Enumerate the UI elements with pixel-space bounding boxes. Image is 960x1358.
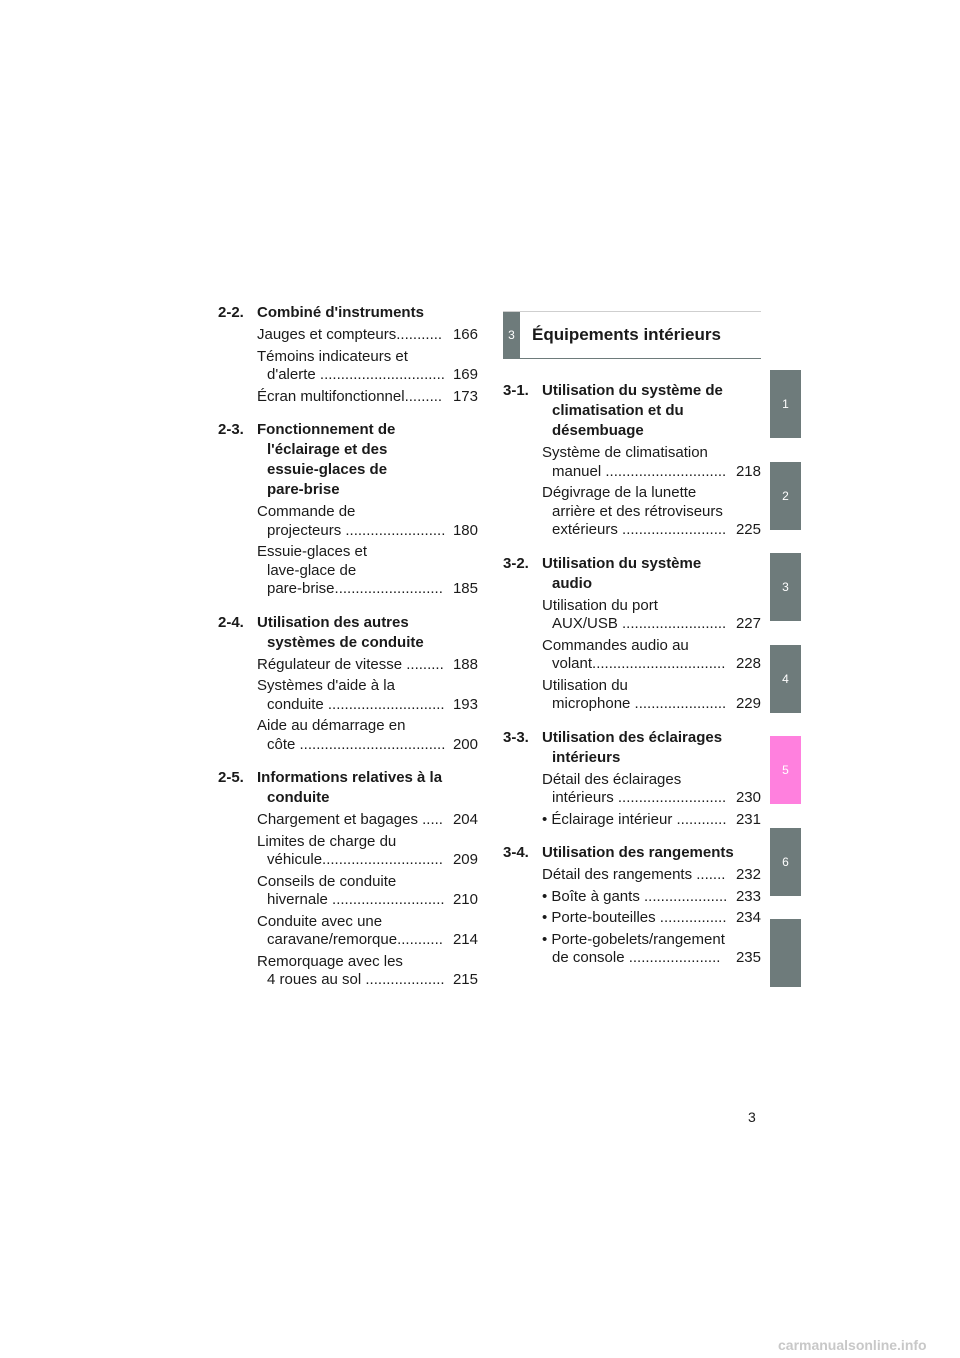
entry-page-number: 185 [452, 580, 478, 597]
toc-entry[interactable] [542, 909, 761, 928]
entry-title: Commande de projecteurs ........................ [257, 503, 446, 539]
section-heading[interactable] [503, 728, 761, 768]
section-number: 3-1. [503, 382, 529, 399]
toc-entry[interactable] [542, 597, 761, 634]
entry-page-number: 193 [452, 695, 478, 713]
toc-entry[interactable] [542, 888, 761, 907]
entry-title: Remorquage avec les 4 roues au sol ................... [257, 952, 445, 988]
entry-page-number: 232 [735, 866, 761, 883]
page-number: 3 [748, 1109, 756, 1125]
entry-title: Utilisation du microphone ...................... [542, 676, 727, 712]
entry-page-number: 166 [452, 326, 478, 343]
entry-title: Témoins indicateurs et d'alerte .............................. [257, 347, 445, 383]
entry-title: Systèmes d'aide à la conduite ............................ [257, 677, 445, 713]
toc-entry[interactable] [542, 866, 761, 885]
entry-title: Commandes audio au volant................................ [542, 636, 726, 672]
toc-entry[interactable] [257, 833, 478, 870]
entry-title: Conseils de conduite hivernale ........................... [257, 872, 445, 908]
entry-list [542, 597, 761, 714]
entry-title: Détail des éclairages intérieurs .......................... [542, 770, 727, 806]
section-heading[interactable] [503, 381, 761, 441]
entry-title: Écran multifonctionnel......... [257, 387, 443, 405]
section-heading[interactable] [503, 554, 761, 594]
toc-entry[interactable] [257, 503, 478, 540]
entry-title: • Porte-gobelets/rangement de console ...................... [542, 930, 725, 966]
toc-entry[interactable] [257, 656, 478, 675]
entry-list [542, 771, 761, 830]
section-title: Fonctionnement de l'éclairage et des essuie-glaces de pare-brise [257, 421, 396, 498]
entry-page-number: 180 [452, 521, 478, 539]
right-sections [503, 381, 761, 968]
section-number: 3-2. [503, 554, 529, 572]
entry-page-number: 230 [735, 789, 761, 806]
chapter-tab-index[interactable] [770, 919, 801, 987]
entry-title: Dégivrage de la lunette arrière et des rétroviseurs extérieurs ......................... [542, 484, 727, 538]
entry-list [542, 444, 761, 540]
section-number: 3-3. [503, 728, 529, 746]
section-title: Utilisation des rangements [542, 844, 734, 861]
entry-title: Détail des rangements ....... [542, 866, 726, 883]
chapter-tab-5[interactable]: 5 [770, 736, 801, 804]
toc-entry[interactable] [257, 543, 478, 599]
section-title: Utilisation du système de climatisation et du désembuage [542, 382, 723, 439]
toc-entry[interactable] [257, 913, 478, 950]
entry-page-number: 173 [452, 387, 478, 405]
chapter-tab-2[interactable]: 2 [770, 462, 801, 530]
toc-section [503, 843, 761, 968]
section-title: Utilisation des éclairages intérieurs [542, 728, 723, 766]
section-title: Informations relatives à la conduite [257, 769, 443, 806]
entry-list [257, 326, 478, 406]
entry-page-number: 228 [735, 655, 761, 672]
toc-entry[interactable] [542, 811, 761, 830]
section-heading[interactable] [218, 420, 478, 500]
entry-page-number: 210 [452, 891, 478, 908]
section-heading[interactable] [218, 768, 478, 808]
toc-right-column [503, 311, 761, 982]
entry-page-number: 169 [452, 366, 478, 383]
toc-section [218, 303, 478, 406]
entry-page-number: 204 [452, 811, 478, 828]
toc-section [218, 420, 478, 599]
toc-entry[interactable] [542, 444, 761, 481]
section-title: Utilisation des autres systèmes de conduite [257, 613, 424, 651]
toc-section [218, 613, 478, 755]
toc-entry[interactable] [257, 326, 478, 345]
section-heading[interactable] [218, 613, 478, 653]
entry-title: Essuie-glaces et lave-glace de pare-brise.......................... [257, 543, 443, 597]
toc-entry[interactable] [257, 348, 478, 385]
entry-title: • Éclairage intérieur ............ [542, 810, 727, 828]
chapter-tab-3[interactable]: 3 [770, 553, 801, 621]
section-heading[interactable] [218, 303, 478, 323]
toc-entry[interactable] [257, 811, 478, 830]
chapter-tab-6[interactable]: 6 [770, 828, 801, 896]
entry-title: Aide au démarrage en côte ................................... [257, 717, 446, 753]
entry-title: Système de climatisation manuel ............................. [542, 444, 727, 480]
entry-list [257, 656, 478, 755]
toc-left-column [218, 303, 478, 1004]
section-number: 2-5. [218, 769, 244, 786]
entry-list [257, 503, 478, 599]
entry-page-number: 234 [735, 909, 761, 926]
entry-title: Limites de charge du véhicule............................. [257, 832, 443, 868]
section-title: Utilisation du système audio [542, 554, 702, 592]
toc-entry[interactable] [257, 953, 478, 990]
entry-title: • Boîte à gants .................... [542, 887, 728, 905]
entry-page-number: 188 [452, 655, 478, 673]
entry-title: Chargement et bagages ..... [257, 811, 443, 828]
entry-page-number: 225 [735, 521, 761, 538]
watermark: carmanualsonline.info [778, 1337, 927, 1353]
entry-page-number: 227 [735, 615, 761, 632]
entry-page-number: 231 [735, 810, 761, 828]
chapter-header [503, 311, 761, 359]
chapter-tab-4[interactable]: 4 [770, 645, 801, 713]
toc-section [503, 381, 761, 540]
section-heading[interactable] [503, 843, 761, 863]
toc-section [503, 554, 761, 714]
chapter-number-tab: 3 [503, 312, 520, 358]
entry-title: Conduite avec une caravane/remorque........... [257, 912, 443, 948]
toc-entry[interactable] [542, 484, 761, 540]
entry-page-number: 214 [452, 931, 478, 948]
entry-page-number: 218 [735, 462, 761, 480]
entry-page-number: 233 [735, 887, 761, 905]
entry-title: Régulateur de vitesse ......... [257, 655, 444, 673]
section-number: 3-4. [503, 844, 529, 861]
entry-page-number: 209 [452, 851, 478, 868]
chapter-tab-1[interactable]: 1 [770, 370, 801, 438]
toc-section [503, 728, 761, 830]
section-number: 2-3. [218, 421, 244, 438]
entry-list [542, 866, 761, 968]
entry-title: • Porte-bouteilles ................ [542, 909, 727, 926]
section-number: 2-2. [218, 304, 244, 321]
toc-entry[interactable] [257, 717, 478, 754]
toc-entry[interactable] [542, 771, 761, 808]
entry-title: Utilisation du port AUX/USB ......................... [542, 596, 727, 632]
entry-page-number: 215 [452, 971, 478, 988]
entry-page-number: 235 [735, 949, 761, 966]
entry-list [257, 811, 478, 990]
entry-title: Jauges et compteurs........... [257, 326, 443, 343]
toc-entry[interactable] [257, 388, 478, 407]
toc-entry[interactable] [542, 637, 761, 674]
section-number: 2-4. [218, 613, 244, 631]
entry-page-number: 200 [452, 735, 478, 753]
entry-page-number: 229 [735, 695, 761, 712]
toc-entry[interactable] [542, 677, 761, 714]
chapter-title: Équipements intérieurs [532, 325, 721, 344]
toc-entry[interactable] [257, 873, 478, 910]
toc-entry[interactable] [257, 677, 478, 714]
toc-section [218, 768, 478, 990]
toc-entry[interactable] [542, 931, 761, 968]
section-title: Combiné d'instruments [257, 304, 424, 321]
